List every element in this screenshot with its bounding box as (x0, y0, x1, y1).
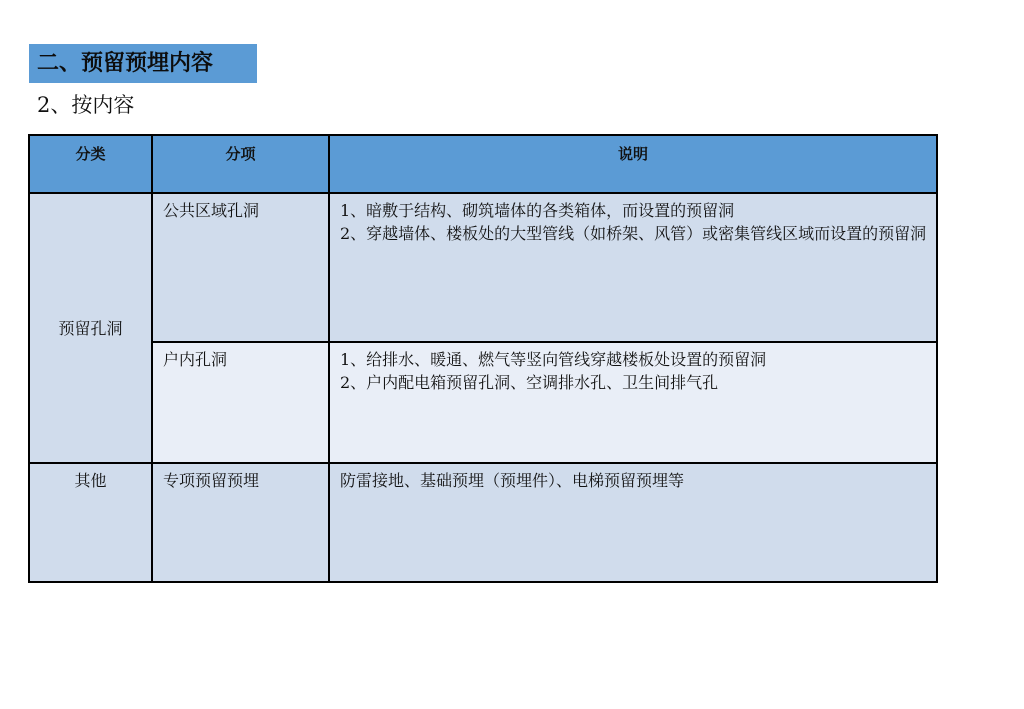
subitem-cell: 户内孔洞 (152, 342, 329, 463)
description-line: 1、暗敷于结构、砌筑墙体的各类箱体，而设置的预留洞 (340, 201, 735, 220)
description-line: 1、给排水、暖通、燃气等竖向管线穿越楼板处设置的预留洞 (340, 350, 767, 369)
header-description: 说明 (329, 135, 937, 193)
category-cell (29, 193, 152, 463)
subitem-cell: 专项预留预埋 (152, 463, 329, 582)
description-line: 2、户内配电箱预留孔洞、空调排水孔、卫生间排气孔 (340, 373, 719, 392)
description-cell (329, 193, 937, 342)
section-title: 二、预留预埋内容 (29, 44, 257, 83)
table-row (29, 342, 937, 463)
table-row (29, 193, 937, 342)
category-cell: 其他 (29, 463, 152, 582)
content-table (28, 134, 938, 583)
header-category: 分类 (29, 135, 152, 193)
header-subitem: 分项 (152, 135, 329, 193)
sub-title: 2、按内容 (37, 93, 135, 117)
table-row (29, 463, 937, 582)
table-header-row (29, 135, 937, 193)
content-table-container (28, 134, 936, 583)
description-cell (329, 463, 937, 582)
description-cell (329, 342, 937, 463)
description-line: 2、穿越墙体、楼板处的大型管线（如桥架、风管）或密集管线区域而设置的预留洞 (340, 224, 927, 243)
subitem-cell: 公共区域孔洞 (152, 193, 329, 342)
description-line: 防雷接地、基础预埋（预埋件）、电梯预留预埋等 (340, 471, 685, 490)
category-label: 预留孔洞 (58, 318, 123, 338)
